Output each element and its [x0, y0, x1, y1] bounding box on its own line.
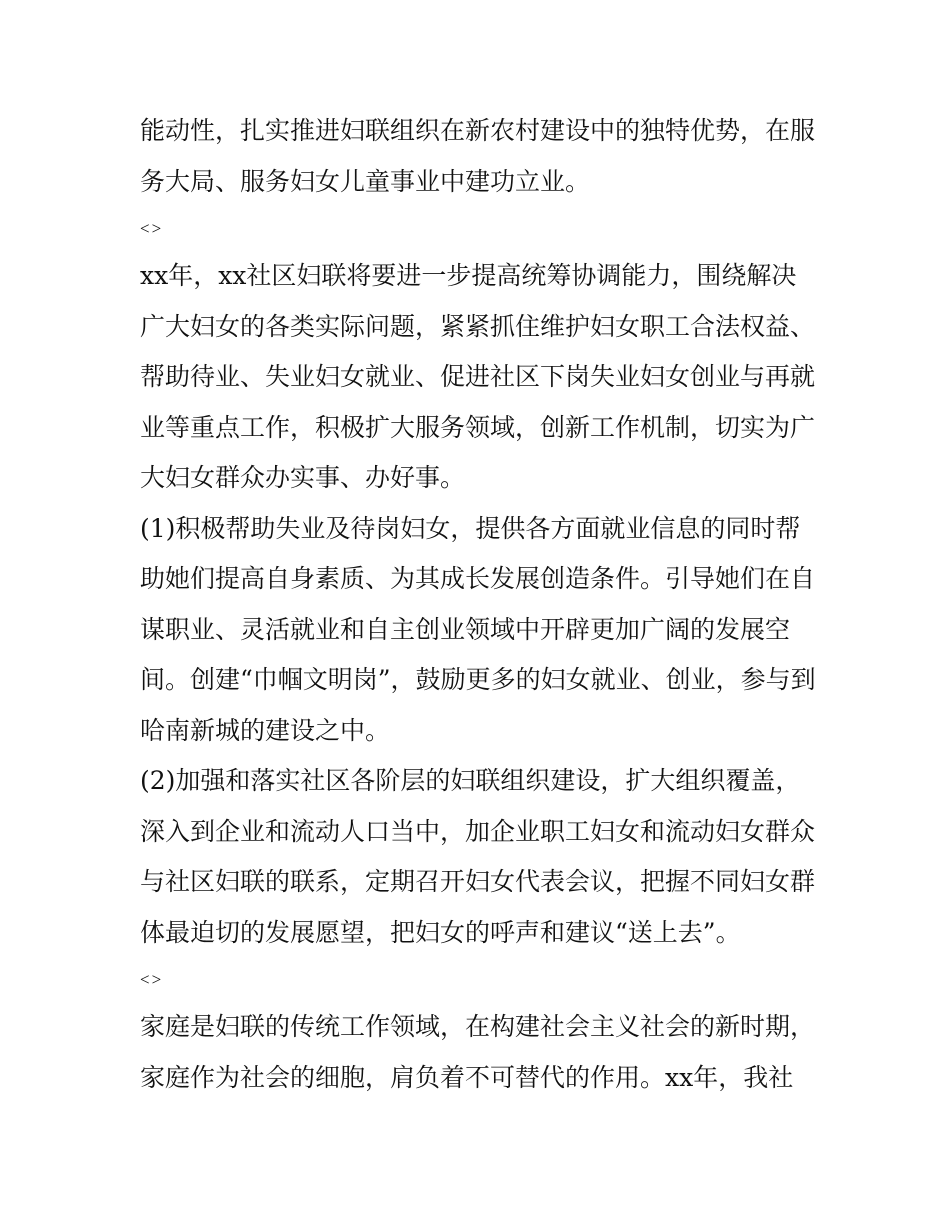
paragraph-continuation: 能动性，扎实推进妇联组织在新农村建设中的独特优势，在服务大局、服务妇女儿童事业中建功立业。 — [140, 116, 816, 196]
section-marker: <> — [140, 970, 164, 989]
section-marker: <> — [140, 219, 164, 238]
document-body — [140, 106, 820, 1103]
paragraph-family: 家庭是妇联的传统工作领域，在构建社会主义社会的新时期，家庭作为社会的细胞，肩负着不可替代的作用。xx年，我社 — [140, 1012, 816, 1092]
paragraph-item-2: (2)加强和落实社区各阶层的妇联组织建设，扩大组织覆盖，深入到企业和流动人口当中，加企业职工妇女和流动妇女群众与社区妇联的联系，定期召开妇女代表会议，把握不同妇女群体最迫切的发展愿望，把妇女的呼声和建议“送上去”。 — [140, 766, 816, 947]
paragraph-item-1: (1)积极帮助失业及待岗妇女，提供各方面就业信息的同时帮助她们提高自身素质、为其成长发展创造条件。引导她们在自谋职业、灵活就业和自主创业领域中开辟更加广阔的发展空间。创建“巾帼文明岗”，鼓励更多的妇女就业、创业，参与到哈南新城的建设之中。 — [140, 513, 816, 745]
paragraph-plan-intro: xx年，xx社区妇联将要进一步提高统筹协调能力，围绕解决广大妇女的各类实际问题，紧紧抓住维护妇女职工合法权益、帮助待业、失业妇女就业、促进社区下岗失业妇女创业与再就业等重点工作，积极扩大服务领域，创新工作机制，切实为广大妇女群众办实事、办好事。 — [140, 261, 816, 492]
